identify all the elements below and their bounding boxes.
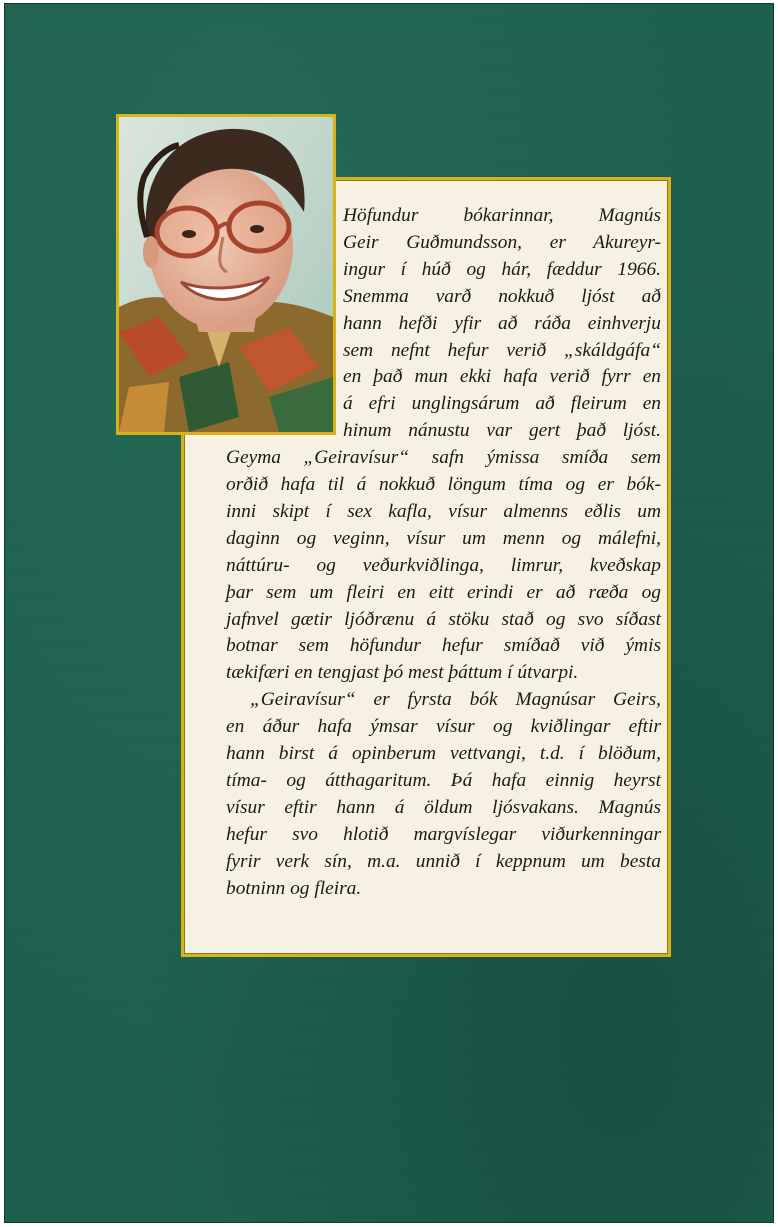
bio-line: Höfundur bókarinnar, Magnús bbox=[343, 205, 661, 226]
bio-line: náttúru- og veðurkviðlinga, limrur, kveðskap bbox=[226, 554, 661, 576]
bio-line: orðið hafa til á nokkuð löngum tíma og er bók- bbox=[226, 474, 661, 495]
bio-line: tíma- og átthagaritum. Þá hafa einnig heyrst bbox=[226, 769, 661, 791]
bio-line: fyrir verk sín, m.a. unnið í keppnum um besta bbox=[226, 850, 661, 872]
bio-line: hinum nánustu var gert það ljóst. bbox=[343, 420, 661, 442]
bio-line: vísur eftir hann á öldum ljósvakans. Magnús bbox=[226, 796, 661, 818]
bio-line: „Geiravísur“ er fyrsta bók Magnúsar Geirs, bbox=[250, 689, 661, 711]
bio-line: hann hefði yfir að ráða einhverju bbox=[343, 312, 661, 334]
bio-line: sem nefnt hefur verið „skáldgáfa“ bbox=[343, 339, 661, 361]
bio-line: ingur í húð og hár, fæddur 1966. bbox=[343, 258, 661, 280]
bio-line: jafnvel gætir ljóðrænu á stöku stað og svo síðast bbox=[226, 608, 661, 630]
bio-line: þar sem um fleiri en eitt erindi er að ræða og bbox=[226, 581, 661, 603]
bio-line: Geir Guðmundsson, er Akureyr- bbox=[343, 231, 661, 253]
bio-line: en það mun ekki hafa verið fyrr en bbox=[343, 366, 661, 388]
bio-line: á efri unglingsárum að fleirum en bbox=[343, 393, 661, 415]
bio-line: daginn og veginn, vísur um menn og málefni, bbox=[226, 527, 661, 549]
bio-line: botnar sem höfundur hefur smíðað við ýmis bbox=[226, 635, 661, 657]
bio-line: inni skipt í sex kafla, vísur almenns eðlis um bbox=[226, 500, 661, 522]
bio-line: botninn og fleira. bbox=[226, 877, 362, 899]
bio-line: hann birst á opinberum vettvangi, t.d. í blöðum, bbox=[226, 743, 661, 764]
bio-line: hefur svo hlotið margvíslegar viðurkenningar bbox=[226, 823, 661, 845]
bio-line: en áður hafa ýmsar vísur og kviðlingar eftir bbox=[226, 716, 661, 738]
bio-line: Snemma varð nokkuð ljóst að bbox=[343, 285, 661, 307]
author-portrait-icon bbox=[119, 117, 333, 432]
author-photo bbox=[116, 114, 336, 435]
bio-line: Geyma „Geiravísur“ safn ýmissa smíða sem bbox=[226, 447, 661, 469]
bio-line: tækifæri en tengjast þó mest þáttum í útvarpi. bbox=[226, 662, 579, 684]
